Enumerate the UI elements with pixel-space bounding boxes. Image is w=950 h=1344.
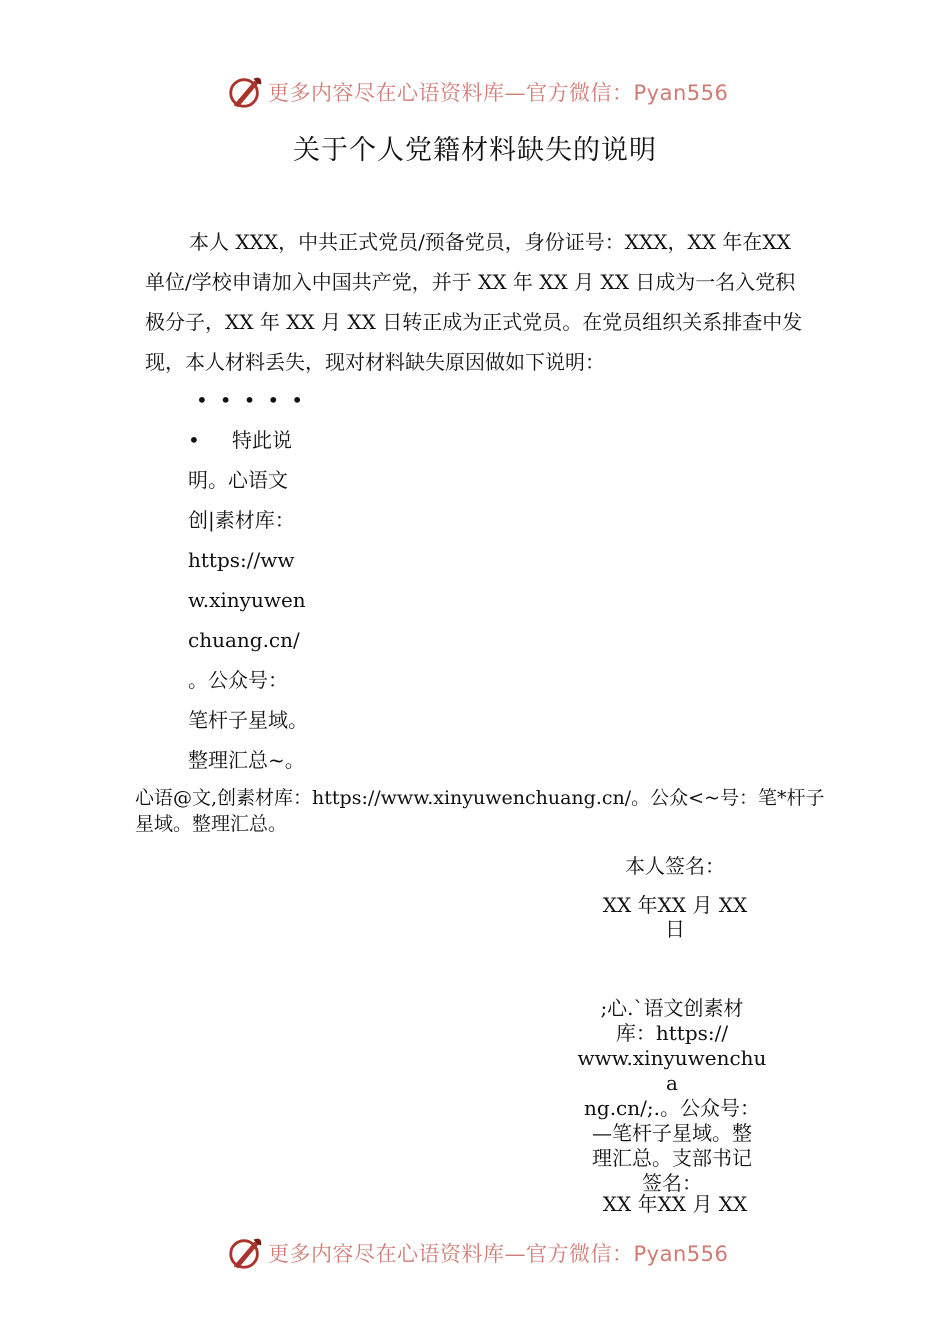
page-title: 关于个人党籍材料缺失的说明 (293, 135, 657, 166)
self-signature-label: 本人签名： (625, 854, 725, 878)
quill-pen-logo-icon (226, 1234, 264, 1272)
narrow-line: • 特此说 (188, 420, 308, 460)
footer-banner (226, 1233, 728, 1273)
narrow-line: 笔杆子星域。 (188, 708, 308, 732)
narrow-text-column (188, 420, 308, 780)
narrow-line: 整理汇总~。 (188, 748, 305, 772)
banner-text: 更多内容尽在心语资料库—官方微信： (268, 1242, 634, 1266)
secretary-watermark-block: ;心.`语文创素材 库：https:// www.xinyuwenchua ng.cn/;.。公众号： —笔杆子星域。整 理汇总。支部书记 签名： (577, 996, 767, 1195)
narrow-line: w.xinyuwen (188, 588, 306, 612)
banner-handle: Pyan556 (633, 81, 729, 105)
narrow-line: 。公众号： (188, 668, 288, 692)
signature-date-1: XX 年XX 月 XX 日 (602, 893, 748, 941)
narrow-line: 明。心语文 (188, 468, 288, 492)
banner-handle: Pyan556 (633, 1242, 729, 1266)
bullet-icon: • (188, 428, 200, 452)
narrow-line: chuang.cn/ (188, 628, 300, 652)
inline-watermark: 心语@文,创素材库：https://www.xinyuwenchuang.cn/。公众<~号：笔*杆子星域。整理汇总。 (135, 787, 825, 835)
ellipsis-dots: ••••• (196, 388, 315, 412)
quill-pen-logo-icon (226, 73, 264, 111)
banner-text: 更多内容尽在心语资料库—官方微信： (268, 81, 634, 105)
narrow-line: https://ww (188, 548, 295, 572)
body-paragraph: 本人 XXX，中共正式党员/预备党员，身份证号：XXX，XX 年在XX 单位/学校申请加入中国共产党，并于 XX 年 XX 月 XX 日成为一名入党积极分子，XX 年 XX 月 XX 日转正成为正式党员。在党员组织关系排查中发现，本人材料丢失，现对材料缺失原因做如下说明： (145, 230, 803, 374)
signature-date-2: XX 年XX 月 XX (602, 1192, 748, 1216)
header-banner (226, 72, 728, 112)
narrow-line: 创|素材库： (188, 508, 295, 532)
